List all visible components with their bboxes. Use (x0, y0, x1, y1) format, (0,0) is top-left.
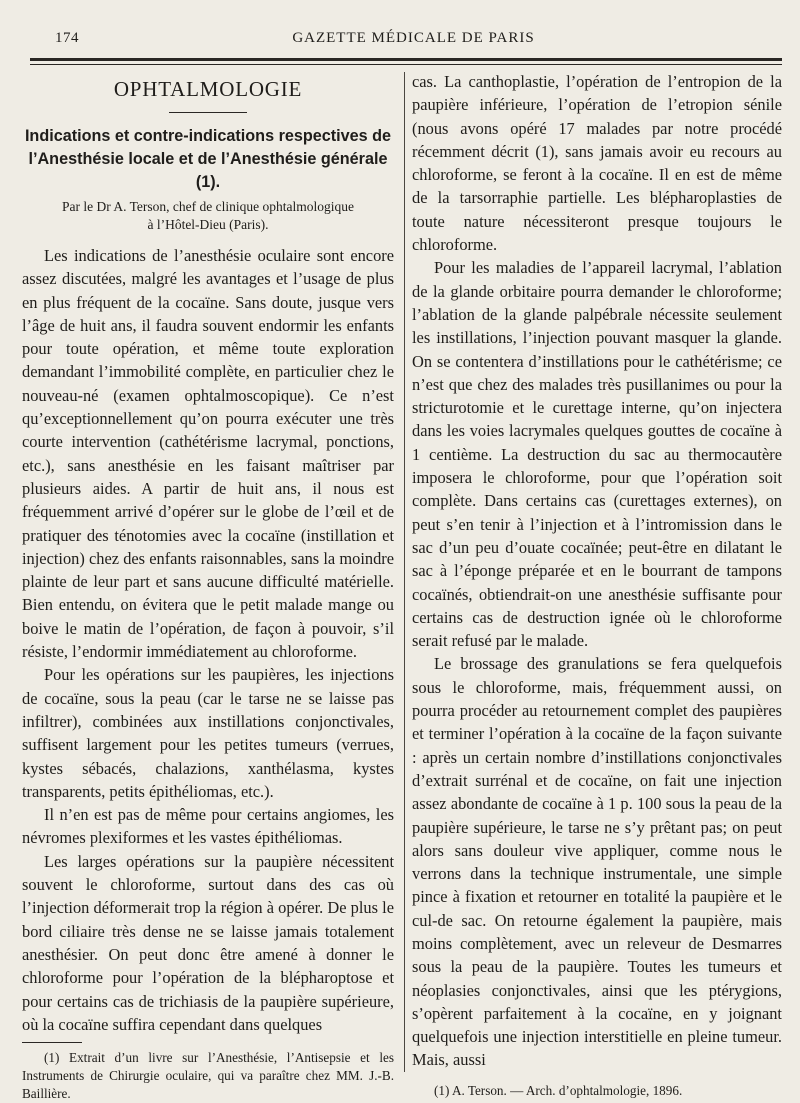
page-number: 174 (55, 30, 79, 46)
paragraph: Pour les maladies de l’appareil lacrymal, l’ablation de la glande orbitaire pourra demander le chloroforme; l’ablation de la glande palpébrale nécessite seulement les instillations, l’injection pouvant masquer la glande. On se contentera d’instillations pour le cathétérisme; ce n’est que chez des malades très pusillanimes ou pour la stricturotomie et le curettage interne, qu’on injectera dans les voies lacrymales quelques gouttes de cocaïne à 1 centième. La destruction du sac au thermocautère imposera le chloroforme, pour que l’opération soit complète. Dans certains cas (curettages externes), on peut s’en tenir à l’injection et à l’intromission dans le sac d’un peu d’ouate cocaïnée; peut-être en dilatant le sac à l’éponge préparée et en le bourrant de tampons cocaïnés, obtiendrait-on une anesthésie suffisante pour certains cas de destruction ignée où le chloroforme serait refusé par le malade. (412, 258, 782, 651)
header-rule-thick (30, 58, 782, 61)
paragraph: Les larges opérations sur la paupière nécessitent souvent le chloroforme, surtout dans des cas où l’injection déformerait trop la région à opérer. De plus le bord ciliaire très dense ne se laisse jamais totalement anesthésier. On peut donc être amené à donner le chloroforme pour l’opération de la blépharoptose et pour certains cas de trichiasis de la paupière supérieure, où la cocaïne suffira cependant dans quelques (22, 851, 394, 1034)
article-title: Indications et contre-indications respectives de l’Anesthésie locale et de l’Anesthésie générale (1). (24, 127, 392, 191)
byline-line1: Par le Dr A. Terson, chef de clinique ophtalmologique (62, 199, 354, 214)
column-separator (404, 72, 405, 1072)
paragraph: Le brossage des granulations se fera quelquefois sous le chloroforme, mais, fréquemment aussi, on pourra procéder au retournement complet des paupières et terminer l’opération à la cocaïne de la façon suivante : après un certain nombre d’instillations conjonctivales d’extrait surrénal et de cocaïne, on fait une injection assez abondante de cocaïne à 1 p. 100 sous la peau de la paupière supérieure, le tarse ne s’y prêtant pas; on peut alors sans douleur vive appliquer, comme nous le verrons dans la technique instrumentale, une simple pince à fixation et retourner en totalité la paupière et le cul-de sac. On retourne également la paupière, mais moins complètement, avec un releveur de Desmarres sous la peau de la paupière. Toutes les tumeurs et néoplasies conjonctivales, ainsi que les ptérygions, s’opèrent parfaitement à la cocaïne, en y joignant quelquefois une injection interstitielle en pleine tumeur. Mais, aussi (412, 654, 782, 1070)
byline (22, 198, 394, 234)
footnote: (1) Extrait d’un livre sur l’Anesthésie, l’Antisepsie et les Instruments de Chirurgie oculaire, qui va paraître chez MM. J.-B. Baillière. (22, 1050, 394, 1102)
paragraph: cas. La canthoplastie, l’opération de l’entropion de la paupière inférieure, l’opération de l’etropion sénile (nous avons opéré 17 malades par notre procédé récemment décrit (1), sans jamais avoir eu recours au chloroforme, se feront à la cocaïne. Il en est de même de la tarsorraphie partielle. Les blépharoplasties de toute nature nécessiteront presque toujours le chloroforme. (412, 72, 782, 255)
byline-line2: à l’Hôtel-Dieu (Paris). (147, 217, 269, 232)
right-column (412, 70, 782, 1100)
paragraph: Pour les opérations sur les paupières, les injections de cocaïne, sous la peau (car le tarse ne se laisse pas infiltrer), combinées aux instillations conjonctivales, suffisent largement pour les petites tumeurs (verrues, kystes sébacés, chalazions, xanthélasma, kystes transparents, petits épithéliomas, etc.). (22, 665, 394, 801)
running-head (55, 30, 772, 54)
paragraph: Les indications de l’anesthésie oculaire sont encore assez discutées, malgré les avantages et l’usage de plus en plus fréquent de la cocaïne. Sans doute, jusque vers l’âge de huit ans, il faudra souvent endormir les enfants pour toute opération, et même toute exploration demandant l’immobilité complète, en particulier chez le nouveau-né (examen ophtalmoscopique). Ce n’est qu’exceptionnellement qu’on pourra exécuter une très courte intervention (cathétérisme lacrymal, ponctions, etc.), sans anesthésie en les faisant maîtriser par plusieurs aides. A partir de huit ans, il nous est fréquemment arrivé d’opérer sur le globe de l’œil et de pratiquer des ténotomies avec la cocaïne (instillation et injection) chez des enfants raisonnables, sans la moindre plainte de leur part et sans aucune difficulté matérielle. Bien entendu, on évitera que le petit malade mange ou boive le matin de l’opération, de façon à pouvoir, s’il résiste, l’endormir immédiatement au chloroforme. (22, 246, 394, 662)
section-title: OPHTALMOLOGIE (113, 77, 303, 101)
footnote-rule (22, 1042, 82, 1043)
section-title-rule (169, 112, 247, 113)
header-rule-thin (30, 64, 782, 65)
left-column (22, 70, 394, 1103)
paragraph: Il n’en est pas de même pour certains angiomes, les névromes plexiformes et les vastes épithéliomas. (22, 805, 394, 848)
journal-title: GAZETTE MÉDICALE DE PARIS (292, 30, 535, 46)
footnote: (1) A. Terson. — Arch. d’ophtalmologie, 1896. (434, 1082, 683, 1098)
